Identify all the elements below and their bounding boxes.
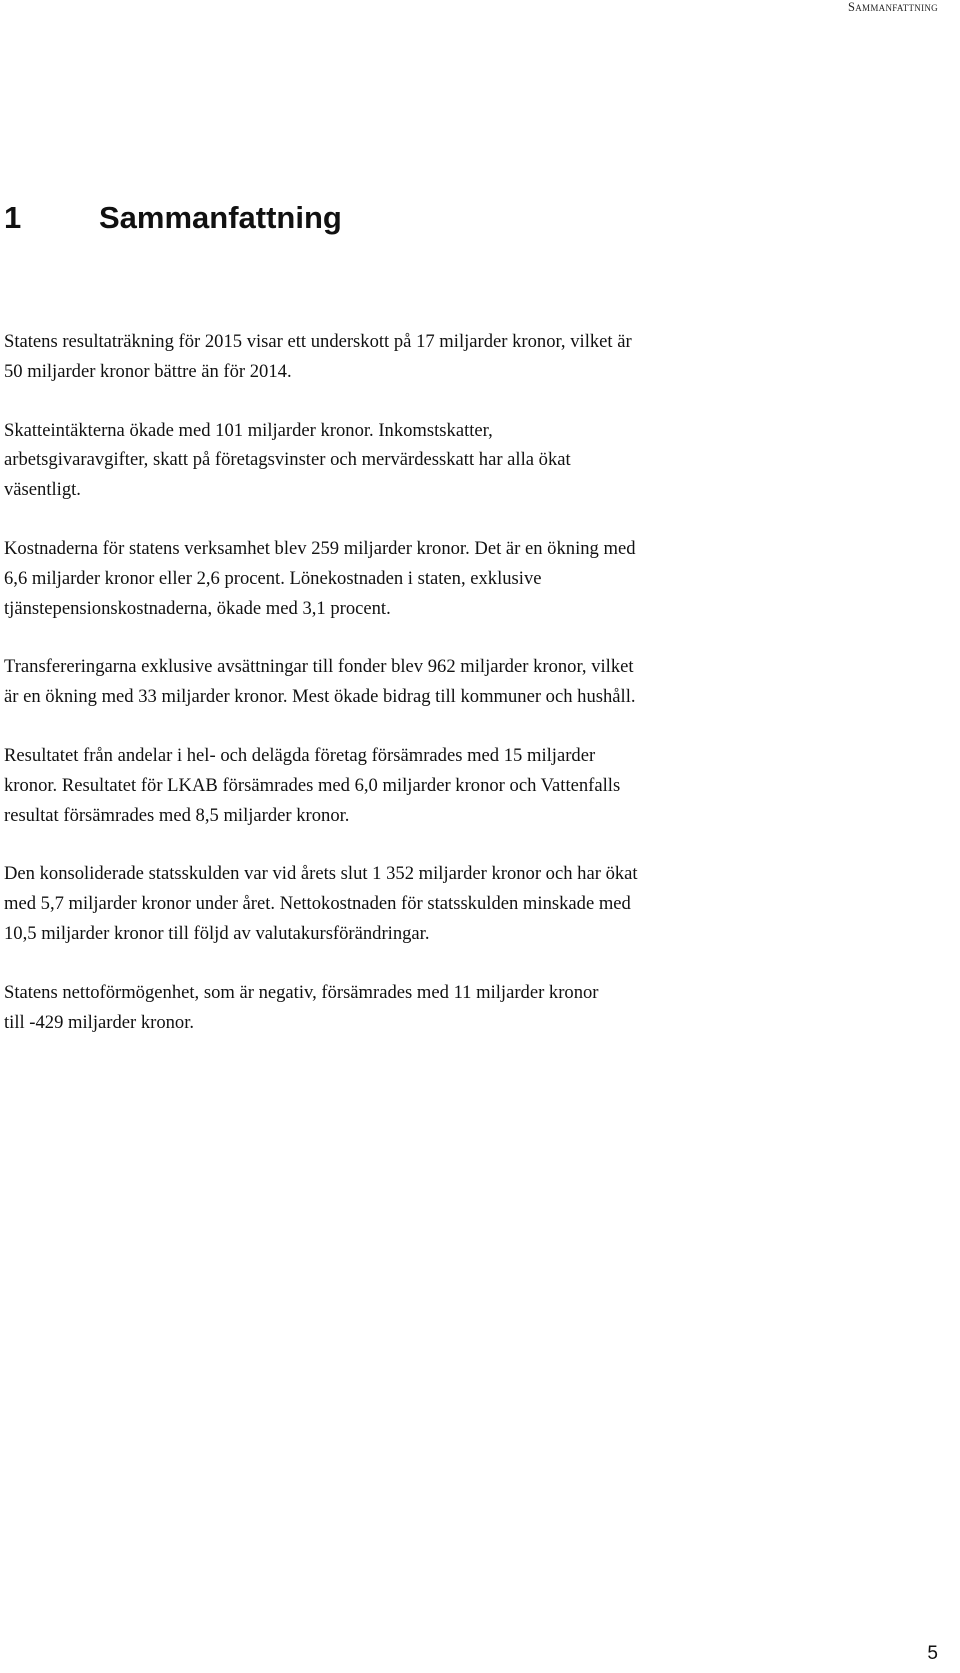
chapter-heading [4,200,342,236]
text-line: Resultatet från andelar i hel- och delägda företag försämrades med 15 miljarder [4,744,596,766]
text-line: Statens resultaträkning för 2015 visar ett underskott på 17 miljarder kronor, vilket är [4,331,632,352]
text-line: kronor. Resultatet för LKAB försämrades med 6,0 miljarder kronor och Vattenfalls [4,774,621,796]
text-line: resultat försämrades med 8,5 miljarder kronor. [4,804,350,826]
text-line: Transfereringarna exklusive avsättningar till fonder blev 962 miljarder kronor, vilket [4,656,634,678]
text-line: väsentligt. [4,479,81,501]
text-line: arbetsgivaravgifter, skatt på företagsvinster och mervärdesskatt har alla ökat [4,449,571,471]
text-line: 50 miljarder kronor bättre än för 2014. [4,360,292,382]
paragraph-tax-revenue [4,416,960,505]
text-line: till -429 miljarder kronor. [4,1011,195,1033]
paragraph-holdings [4,741,960,830]
text-line: Skatteintäkterna ökade med 101 miljarder kronor. Inkomstskatter, [4,419,493,441]
text-line: Statens nettoförmögenhet, som är negativ, försämrades med 11 miljarder kronor [4,981,599,1003]
chapter-number: 1 [4,200,22,235]
text-line: Den konsoliderade statsskulden var vid årets slut 1 352 miljarder kronor och har ökat [4,863,638,885]
text-line: 6,6 miljarder kronor eller 2,6 procent. Lönekostnaden i staten, exklusive [4,567,542,589]
text-line: tjänstepensionskostnaderna, ökade med 3,1 procent. [4,597,391,619]
paragraph-transfers [4,652,960,712]
text-line: 10,5 miljarder kronor till följd av valutakursförändringar. [4,922,430,944]
text-line: Kostnaderna för statens verksamhet blev 259 miljarder kronor. Det är en ökning med [4,537,636,559]
running-header: Sammanfattning [848,0,938,14]
text-line: är en ökning med 33 miljarder kronor. Mest ökade bidrag till kommuner och hushåll. [4,686,636,708]
paragraph-debt [4,859,960,948]
chapter-title: Sammanfattning [99,200,342,235]
text-line: med 5,7 miljarder kronor under året. Nettokostnaden för statsskulden minskade med [4,893,631,915]
paragraph-result [4,327,960,387]
page-number: 5 [927,1643,938,1664]
summary-body [4,327,960,1066]
paragraph-costs [4,534,960,623]
paragraph-net-worth [4,978,960,1038]
